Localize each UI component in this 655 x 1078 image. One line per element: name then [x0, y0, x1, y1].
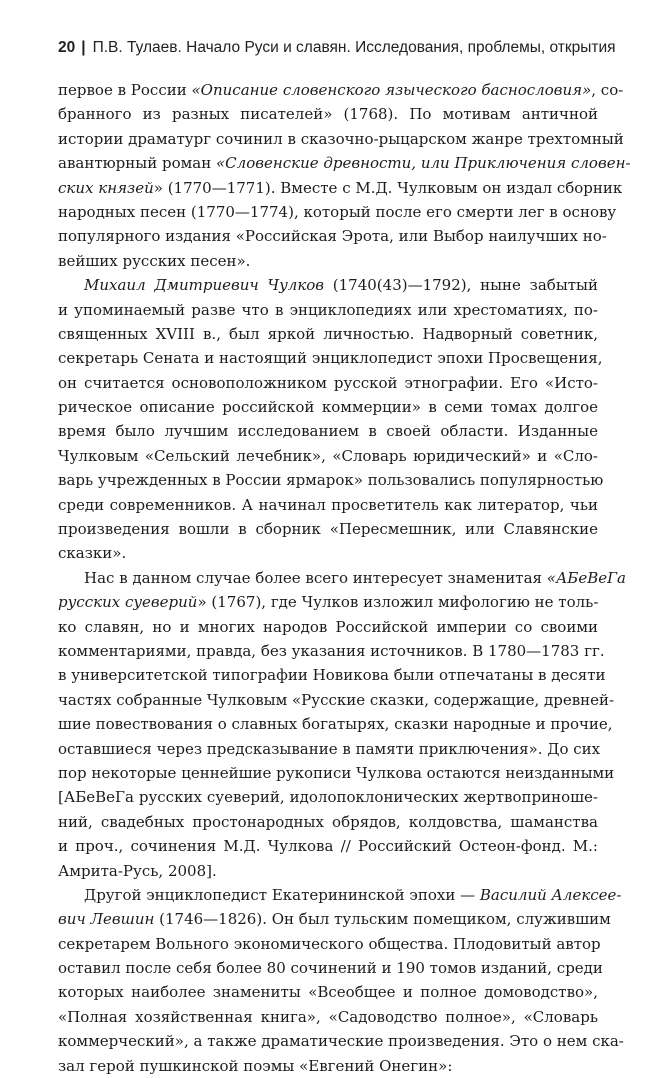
text-run: (1746—1826). Он был тульским помещиком, служившим [154, 910, 611, 929]
text-run: оставшиеся через предсказывание в памяти приключения». До сих [58, 739, 601, 758]
text-line [58, 956, 603, 980]
text-run: среди современников. А начинал просветитель как литератор, чьи [58, 495, 598, 514]
text-run: священных XVIII в., был яркой личностью. Надворный советник, [58, 324, 598, 343]
text-run: сказки». [58, 544, 127, 563]
text-run: пор некоторые ценнейшие рукописи Чулкова остаются неизданными [58, 763, 615, 782]
italic-text: «Словенские древности, или Приключения словен- [216, 154, 631, 173]
text-line [58, 932, 601, 956]
text-line [58, 102, 598, 126]
text-line [58, 907, 611, 931]
text-run: произведения вошли в сборник «Пересмешник, или Славянские [58, 520, 598, 539]
text-run: варь учрежденных в России ярмарок» пользовались популярностью [58, 471, 604, 490]
text-line [58, 419, 598, 443]
text-line [58, 1005, 598, 1029]
text-run: частях собранные Чулковым «Русские сказки, содержащие, древней- [58, 690, 615, 709]
text-line [58, 737, 601, 761]
text-run: (1740(43)—1792), ныне забытый [324, 276, 598, 295]
text-line [58, 639, 605, 663]
text-line [58, 322, 598, 346]
text-line [58, 249, 598, 273]
text-run: истории драматург сочинил в сказочно-рыцарском жанре трехтомный [58, 129, 624, 148]
text-line [58, 78, 624, 102]
text-run: в университетской типографии Новикова были отпечатаны в десяти [58, 666, 606, 685]
text-line [58, 151, 631, 175]
italic-text: Михаил Дмитриевич Чулков [84, 276, 325, 295]
text-run: народных песен (1770—1774), который после его смерти лег в основу [58, 202, 617, 221]
italic-text: Василий Алексее- [479, 885, 622, 904]
text-run: секретарем Вольного экономического общества. Плодовитый автор [58, 934, 601, 953]
text-run: и проч., сочинения М.Д. Чулкова // Российский Остеон-фонд. М.: [58, 837, 598, 856]
text-line [58, 395, 598, 419]
italic-text: русских суеверий [58, 593, 198, 612]
text-run: ний, свадебных простонародных обрядов, колдовства, шаманства [58, 812, 598, 831]
text-run: Амрита-Русь, 2008]. [58, 861, 217, 880]
text-run: оставил после себя более 80 сочинений и 190 томов изданий, среди [58, 959, 603, 978]
text-run: Нас в данном случае более всего интересует знаменитая [84, 568, 547, 587]
text-line [58, 273, 598, 297]
text-line [58, 566, 626, 590]
text-line [58, 371, 598, 395]
text-line [58, 688, 615, 712]
text-run: бранного из разных писателей» (1768). По мотивам античной [58, 105, 598, 124]
text-line [58, 517, 598, 541]
text-line [58, 444, 598, 468]
text-line [58, 298, 598, 322]
text-run: [АБеВеГа русских суеверий, идолопоклонических жертвоприноше- [58, 788, 598, 807]
text-line [58, 980, 598, 1004]
text-run: рическое описание российской коммерции» в семи томах долгое [58, 398, 598, 417]
text-run: «Полная хозяйственная книга», «Садоводство полное», «Словарь [58, 1007, 598, 1026]
text-run: первое в России [58, 81, 192, 99]
text-run: » (1767), где Чулков изложил мифологию не толь- [197, 593, 599, 612]
text-line [58, 761, 615, 785]
text-line [58, 176, 623, 200]
text-run: коммерческий», а также драматические произведения. Это о нем ска- [58, 1032, 624, 1051]
text-run: авантюрный роман [58, 154, 216, 173]
text-run: вейших русских песен». [58, 251, 251, 270]
text-line [58, 883, 622, 907]
text-line [58, 468, 604, 492]
text-line [58, 493, 598, 517]
text-run: шие повествования о славных богатырях, сказки народные и прочие, [58, 715, 613, 734]
text-run: ко славян, но и многих народов Российской империи со своими [58, 617, 598, 636]
running-title: П.В. Тулаев. Начало Руси и славян. Исследования, проблемы, открытия [92, 39, 616, 56]
text-line [58, 1029, 624, 1053]
text-line [58, 615, 598, 639]
italic-text: вич Левшин [58, 910, 155, 929]
page-number: 20 [58, 39, 76, 56]
text-run: и упоминаемый разве что в энциклопедиях или хрестоматиях, по- [58, 300, 598, 319]
text-run: популярного издания «Российская Эрота, или Выбор наилучших но- [58, 227, 607, 246]
text-run: Другой энциклопедист Екатерининской эпохи — [84, 885, 480, 904]
text-line [58, 663, 606, 687]
text-line [58, 224, 607, 248]
text-line [58, 859, 598, 883]
text-line [58, 785, 598, 809]
text-run: которых наиболее знамениты «Всеобщее и полное домоводство», [58, 983, 598, 1002]
text-line [58, 1054, 598, 1078]
text-run: » (1770—1771). Вместе с М.Д. Чулковым он издал сборник [153, 178, 623, 197]
italic-text: «Описание словенского языческого баснословия» [191, 81, 592, 99]
running-header [58, 38, 615, 58]
text-line [58, 712, 613, 736]
page-body [58, 78, 631, 1078]
text-line [58, 834, 598, 858]
italic-text: ских князей [58, 178, 154, 197]
text-line [58, 346, 603, 370]
text-run: , со- [591, 81, 624, 99]
text-line [58, 810, 598, 834]
text-run: зал герой пушкинской поэмы «Евгений Онегин»: [58, 1056, 453, 1075]
text-run: Чулковым «Сельский лечебник», «Словарь юридический» и «Сло- [58, 446, 598, 465]
text-run: секретарь Сената и настоящий энциклопедист эпохи Просвещения, [58, 349, 603, 368]
text-run: он считается основоположником русской этнографии. Его «Исто- [58, 373, 598, 392]
text-line [58, 590, 598, 614]
text-line [58, 541, 598, 565]
italic-text: «АБеВеГа [546, 568, 626, 587]
text-run: время было лучшим исследованием в своей области. Изданные [58, 422, 598, 441]
header-separator: | [81, 39, 86, 56]
text-run: комментариями, правда, без указания источников. В 1780—1783 гг. [58, 641, 605, 660]
text-line [58, 127, 624, 151]
text-line [58, 200, 617, 224]
